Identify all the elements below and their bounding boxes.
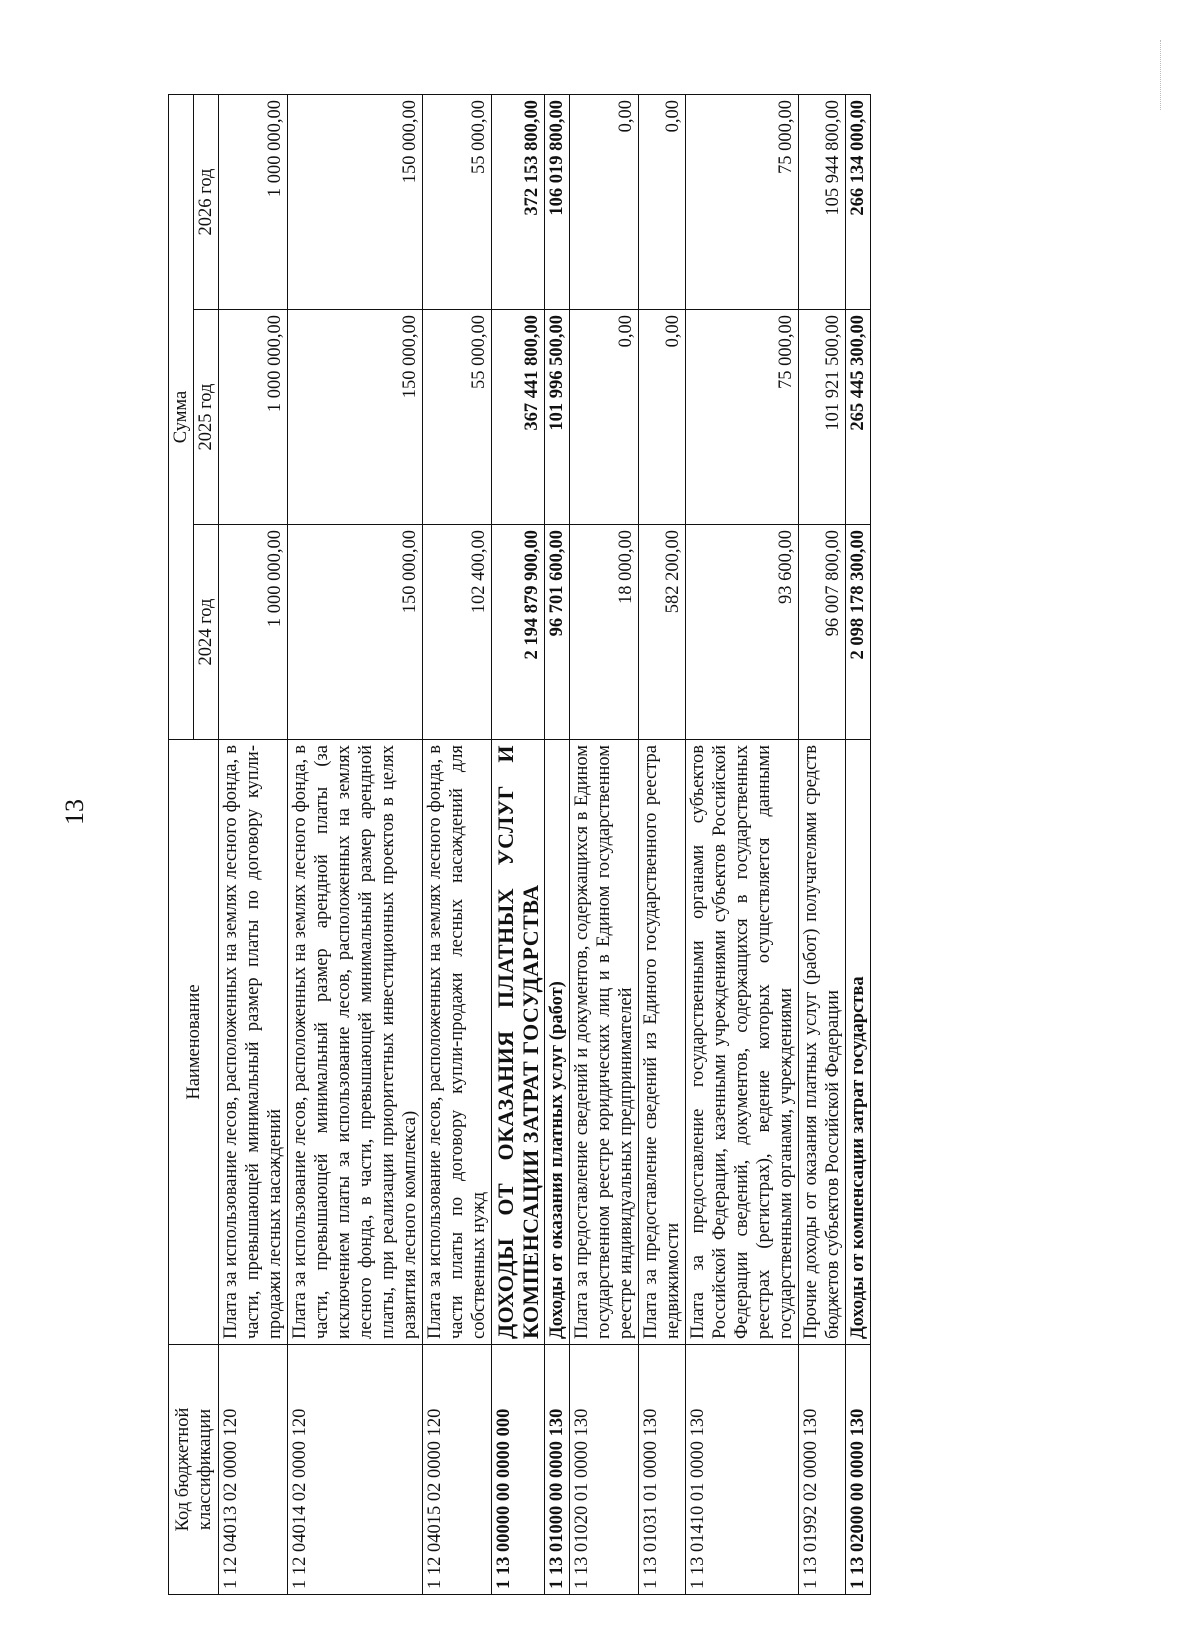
cell-2024: 96 701 600,00 [545, 525, 570, 740]
cell-code: 1 13 01000 00 0000 130 [545, 1345, 570, 1595]
cell-2024: 582 200,00 [639, 525, 686, 740]
table-row [423, 94, 492, 1594]
cell-2025: 101 921 500,00 [799, 310, 846, 525]
cell-2026: 55 000,00 [423, 94, 492, 309]
cell-name: Плата за предоставление государственными органами субъектов Российской Федерации, казенными учреждениями субъектов Российской Федерации сведений, документов, содержащихся в государственных реестрах (регистрах), ведение которых осуществляется данными государственными органами, учреждениями [686, 740, 799, 1345]
header-row-top [169, 94, 194, 1594]
scan-margin-mark [1160, 40, 1164, 110]
table-row [219, 94, 288, 1594]
cell-code: 1 13 02000 00 0000 130 [846, 1345, 871, 1595]
header-code: Код бюджетной классификации [169, 1345, 219, 1595]
cell-name: Плата за использование лесов, расположенных на землях лесного фонда, в части платы по договору купли-продажи лесных насаждений для собственных нужд [423, 740, 492, 1345]
cell-2026: 105 944 800,00 [799, 94, 846, 309]
cell-2025: 150 000,00 [288, 310, 423, 525]
table-row [846, 94, 871, 1594]
cell-code: 1 13 00000 00 0000 000 [492, 1345, 545, 1595]
cell-2025: 75 000,00 [686, 310, 799, 525]
table-row [799, 94, 846, 1594]
cell-code: 1 13 01031 01 0000 130 [639, 1345, 686, 1595]
header-year-2024: 2024 год [194, 525, 219, 740]
cell-2026: 0,00 [639, 94, 686, 309]
cell-2024: 18 000,00 [570, 525, 639, 740]
cell-2025: 55 000,00 [423, 310, 492, 525]
cell-name: Прочие доходы от оказания платных услуг (работ) получателями средств бюджетов субъектов Российской Федерации [799, 740, 846, 1345]
cell-name: Доходы от оказания платных услуг (работ) [545, 740, 570, 1345]
cell-name: Плата за использование лесов, расположенных на землях лесного фонда, в части, превышающей минимальный размер арендной платы (за исключением платы за использование лесов, расположенных на землях лесного фонда, в части, превышающей минимальный размер арендной платы, при реализации приоритетных инвестиционных проектов в целях развития лесного комплекса) [288, 740, 423, 1345]
cell-code: 1 13 01410 01 0000 130 [686, 1345, 799, 1595]
cell-2024: 150 000,00 [288, 525, 423, 740]
cell-name: Плата за предоставление сведений из Единого государственного реестра недвижимости [639, 740, 686, 1345]
cell-2024: 2 194 879 900,00 [492, 525, 545, 740]
header-name: Наименование [169, 740, 219, 1345]
header-year-2025: 2025 год [194, 310, 219, 525]
cell-2024: 2 098 178 300,00 [846, 525, 871, 740]
table-row [686, 94, 799, 1594]
table-row [288, 94, 423, 1594]
cell-2024: 96 007 800,00 [799, 525, 846, 740]
rotated-table-container [168, 95, 1028, 1595]
cell-2024: 1 000 000,00 [219, 525, 288, 740]
cell-2026: 0,00 [570, 94, 639, 309]
cell-2025: 101 996 500,00 [545, 310, 570, 525]
header-year-2026: 2026 год [194, 94, 219, 309]
cell-code: 1 13 01020 01 0000 130 [570, 1345, 639, 1595]
cell-2025: 1 000 000,00 [219, 310, 288, 525]
cell-2025: 265 445 300,00 [846, 310, 871, 525]
header-sum: Сумма [169, 94, 194, 739]
table-row [545, 94, 570, 1594]
cell-2024: 102 400,00 [423, 525, 492, 740]
cell-name: ДОХОДЫ ОТ ОКАЗАНИЯ ПЛАТНЫХ УСЛУГ И КОМПЕНСАЦИИ ЗАТРАТ ГОСУДАРСТВА [492, 740, 545, 1345]
cell-2025: 367 441 800,00 [492, 310, 545, 525]
cell-2026: 266 134 000,00 [846, 94, 871, 309]
budget-income-table [168, 94, 871, 1595]
cell-code: 1 13 01992 02 0000 130 [799, 1345, 846, 1595]
page-number: 13 [60, 799, 89, 825]
cell-2024: 93 600,00 [686, 525, 799, 740]
cell-name: Плата за использование лесов, расположенных на землях лесного фонда, в части, превышающей минимальный размер платы по договору купли-продажи лесных насаждений [219, 740, 288, 1345]
cell-code: 1 12 04013 02 0000 120 [219, 1345, 288, 1595]
table-body [219, 94, 871, 1594]
cell-code: 1 12 04014 02 0000 120 [288, 1345, 423, 1595]
cell-2026: 150 000,00 [288, 94, 423, 309]
cell-2025: 0,00 [570, 310, 639, 525]
cell-2025: 0,00 [639, 310, 686, 525]
cell-2026: 106 019 800,00 [545, 94, 570, 309]
table-row [570, 94, 639, 1594]
cell-code: 1 12 04015 02 0000 120 [423, 1345, 492, 1595]
cell-2026: 1 000 000,00 [219, 94, 288, 309]
cell-name: Доходы от компенсации затрат государства [846, 740, 871, 1345]
cell-name: Плата за предоставление сведений и документов, содержащихся в Едином государственном реестре юридических лиц и в Едином государственном реестре индивидуальных предпринимателей [570, 740, 639, 1345]
table-row [492, 94, 545, 1594]
cell-2026: 372 153 800,00 [492, 94, 545, 309]
table-row [639, 94, 686, 1594]
cell-2026: 75 000,00 [686, 94, 799, 309]
